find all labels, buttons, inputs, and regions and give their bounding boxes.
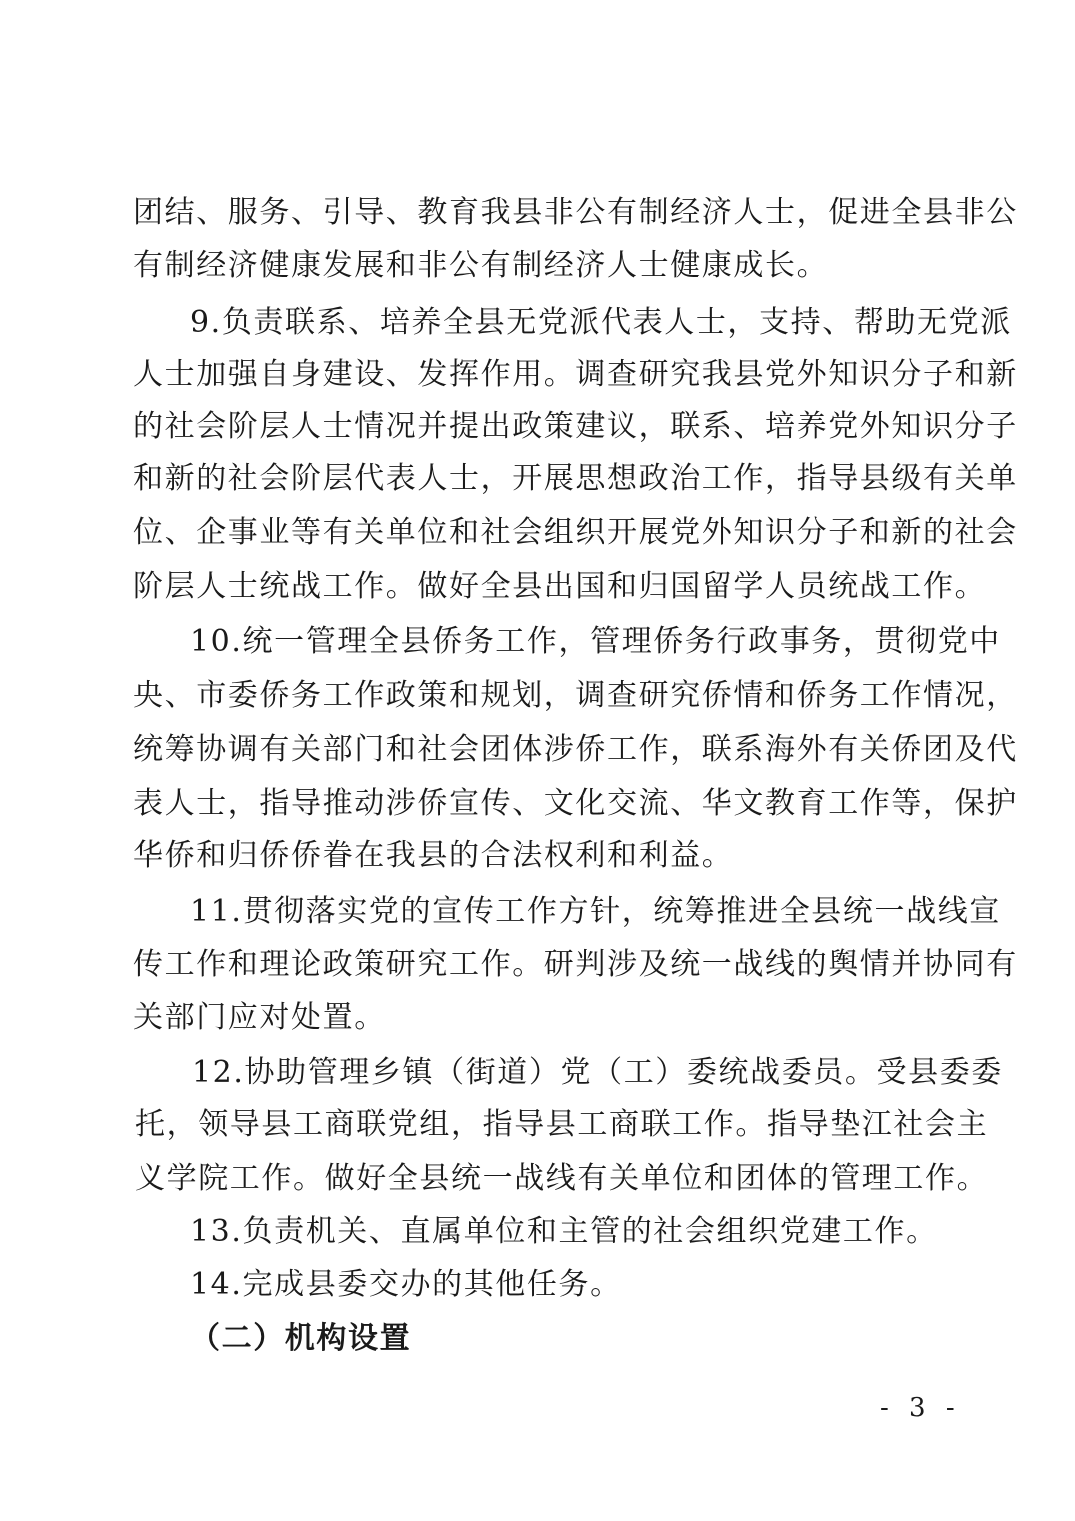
item-9-line: 9.负责联系、培养全县无党派代表人士，支持、帮助无党派 xyxy=(190,305,1012,340)
item-14-line: 14.完成县委交办的其他任务。 xyxy=(190,1267,622,1302)
item-13-line: 13.负责机关、直属单位和主管的社会组织党建工作。 xyxy=(190,1214,938,1249)
body-text-line: 的社会阶层人士情况并提出政策建议，联系、培养党外知识分子 xyxy=(133,409,1018,444)
body-text-line: 有制经济健康发展和非公有制经济人士健康成长。 xyxy=(133,248,829,283)
body-text-line: 传工作和理论政策研究工作。研判涉及统一战线的舆情并协同有 xyxy=(133,947,1018,982)
body-text-line: 位、企事业等有关单位和社会组织开展党外知识分子和新的社会 xyxy=(133,515,1018,550)
body-text-line: 关部门应对处置。 xyxy=(133,1000,386,1035)
body-text-line: 华侨和归侨侨眷在我县的合法权利和利益。 xyxy=(133,838,734,873)
item-10-line: 10.统一管理全县侨务工作，管理侨务行政事务，贯彻党中 xyxy=(190,624,1001,659)
body-text-line: 团结、服务、引导、教育我县非公有制经济人士，促进全县非公 xyxy=(133,195,1018,230)
body-text-line: 义学院工作。做好全县统一战线有关单位和团体的管理工作。 xyxy=(135,1161,989,1196)
body-text-line: 阶层人士统战工作。做好全县出国和归国留学人员统战工作。 xyxy=(133,569,987,604)
body-text-line: 表人士，指导推动涉侨宣传、文化交流、华文教育工作等，保护 xyxy=(133,786,1018,821)
body-text-line: 和新的社会阶层代表人士，开展思想政治工作，指导县级有关单 xyxy=(133,461,1018,496)
page-number: - 3 - xyxy=(880,1393,961,1423)
body-text-line: 托，领导县工商联党组，指导县工商联工作。指导垫江社会主 xyxy=(135,1107,989,1142)
item-12-line: 12.协助管理乡镇（街道）党（工）委统战委员。受县委委 xyxy=(192,1055,1003,1090)
body-text-line: 人士加强自身建设、发挥作用。调查研究我县党外知识分子和新 xyxy=(133,357,1018,392)
section-heading: （二）机构设置 xyxy=(190,1321,412,1356)
item-11-line: 11.贯彻落实党的宣传工作方针，统筹推进全县统一战线宣 xyxy=(190,894,1001,929)
body-text-line: 央、市委侨务工作政策和规划，调查研究侨情和侨务工作情况， xyxy=(133,678,1018,713)
body-text-line: 统筹协调有关部门和社会团体涉侨工作，联系海外有关侨团及代 xyxy=(133,732,1018,767)
